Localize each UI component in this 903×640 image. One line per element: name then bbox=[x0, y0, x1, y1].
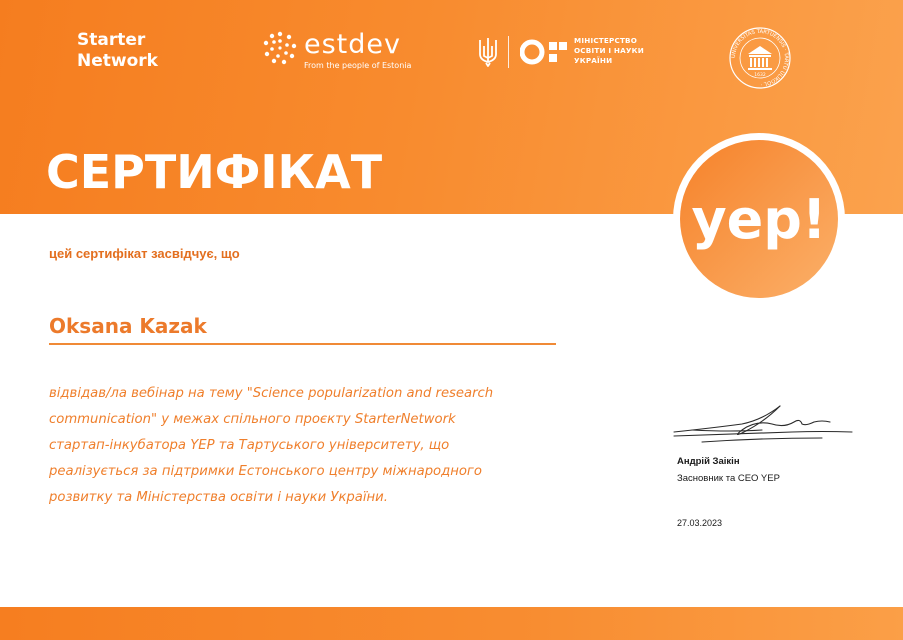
estdev-tagline: From the people of Estonia bbox=[304, 61, 412, 70]
estdev-wordmark: estdev bbox=[304, 29, 401, 60]
signer-role: Засновник та CEO YEP bbox=[677, 473, 780, 484]
tartu-seal-ring-text: UNIVERSITAS TARTUENSIS · TARTU ÜLIKOOL · bbox=[730, 28, 790, 88]
body-line: розвитку та Міністерства освіти і науки України. bbox=[49, 490, 388, 505]
tartu-university-seal-icon bbox=[728, 26, 792, 90]
yep-badge bbox=[670, 130, 848, 308]
ministry-line3: УКРАЇНИ bbox=[574, 56, 613, 65]
estdev-dots-icon bbox=[262, 30, 298, 66]
body-line: відвідав/ла вебінар на тему "Science popularization and research bbox=[49, 386, 494, 401]
handwritten-signature bbox=[672, 402, 856, 450]
certificate-title: СЕРТИФІКАТ bbox=[46, 145, 383, 199]
ministry-name bbox=[574, 36, 644, 66]
recipient-underline bbox=[49, 343, 556, 345]
signer-name: Андрій Заікін bbox=[677, 456, 740, 467]
trident-icon bbox=[478, 36, 498, 68]
certificate-date: 27.03.2023 bbox=[677, 518, 723, 528]
recipient-name: Oksana Kazak bbox=[49, 314, 207, 338]
footer-band bbox=[0, 607, 903, 640]
body-line: реалізується за підтримки Естонського центру міжнародного bbox=[49, 464, 482, 479]
certificate-intro: цей сертифікат засвідчує, що bbox=[49, 246, 240, 261]
body-line: стартап-інкубатора YEP та Тартуського університету, що bbox=[49, 438, 450, 453]
certificate-body bbox=[49, 381, 569, 511]
starter-network-logo bbox=[77, 30, 158, 72]
starter-logo-line2: Network bbox=[77, 51, 158, 71]
yep-badge-text: yep! bbox=[691, 188, 827, 251]
ministry-mark-icon bbox=[520, 38, 568, 66]
starter-logo-line1: Starter bbox=[77, 30, 146, 50]
ministry-line2: ОСВІТИ І НАУКИ bbox=[574, 46, 644, 55]
body-line: communication" у межах спільного проєкту StarterNetwork bbox=[49, 412, 456, 427]
tartu-seal-year: 1632 bbox=[754, 73, 766, 78]
ministry-line1: МІНІСТЕРСТВО bbox=[574, 36, 638, 45]
ministry-divider bbox=[508, 36, 509, 68]
